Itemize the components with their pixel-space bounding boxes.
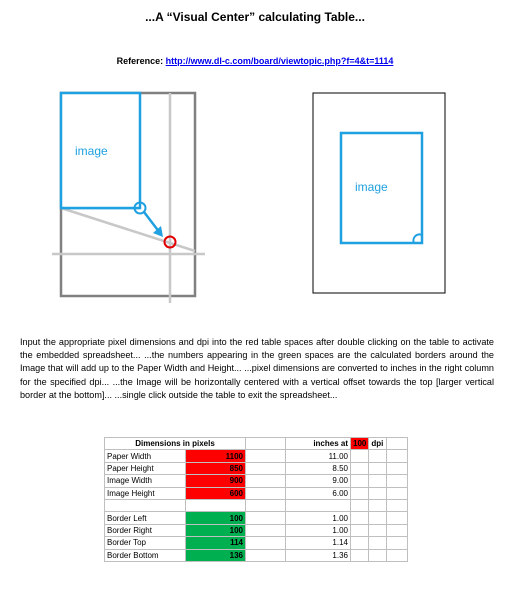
empty-cell[interactable] [387, 438, 408, 450]
empty-cell[interactable] [246, 438, 286, 450]
empty-cell[interactable] [387, 450, 408, 462]
pixel-input-cell[interactable]: 900 [186, 475, 246, 487]
empty-cell[interactable] [186, 499, 246, 511]
empty-cell[interactable] [246, 499, 286, 511]
inches-cell: 11.00 [286, 450, 351, 462]
empty-cell[interactable] [369, 549, 387, 561]
empty-cell[interactable] [369, 499, 387, 511]
pixel-input-cell[interactable]: 850 [186, 462, 246, 474]
header-dpi-label: dpi [369, 438, 387, 450]
header-dimensions: Dimensions in pixels [105, 438, 246, 450]
pixel-input-cell[interactable]: 600 [186, 487, 246, 499]
empty-cell[interactable] [369, 475, 387, 487]
table-row [105, 487, 408, 499]
table-row [105, 524, 408, 536]
empty-cell[interactable] [369, 487, 387, 499]
inches-cell: 1.36 [286, 549, 351, 561]
pixel-input-cell[interactable]: 1100 [186, 450, 246, 462]
inches-cell: 6.00 [286, 487, 351, 499]
row-label: Image Height [105, 487, 186, 499]
empty-cell[interactable] [246, 524, 286, 536]
row-label: Image Width [105, 475, 186, 487]
dpi-input-cell[interactable]: 100 [351, 438, 369, 450]
empty-cell[interactable] [387, 475, 408, 487]
table-row [105, 549, 408, 561]
inches-cell: 8.50 [286, 462, 351, 474]
empty-cell[interactable] [246, 549, 286, 561]
empty-cell[interactable] [105, 499, 186, 511]
header-inches-at: inches at [286, 438, 351, 450]
reference-link[interactable]: http://www.dl-c.com/board/viewtopic.php?f=4&t=1114 [165, 56, 394, 66]
left-diagram [52, 93, 205, 303]
table-row [105, 537, 408, 549]
empty-cell[interactable] [351, 512, 369, 524]
row-label: Border Bottom [105, 549, 186, 561]
table-spacer-row [105, 499, 408, 511]
empty-cell[interactable] [387, 524, 408, 536]
inches-cell: 9.00 [286, 475, 351, 487]
table-row [105, 475, 408, 487]
empty-cell[interactable] [286, 499, 351, 511]
table-row [105, 450, 408, 462]
empty-cell[interactable] [369, 462, 387, 474]
row-label: Border Left [105, 512, 186, 524]
empty-cell[interactable] [246, 487, 286, 499]
border-output-cell: 100 [186, 512, 246, 524]
empty-cell[interactable] [351, 462, 369, 474]
inches-cell: 1.14 [286, 537, 351, 549]
empty-cell[interactable] [369, 537, 387, 549]
corner-marker-arc [413, 234, 422, 243]
empty-cell[interactable] [387, 537, 408, 549]
empty-cell[interactable] [387, 462, 408, 474]
inches-cell: 1.00 [286, 512, 351, 524]
border-output-cell: 136 [186, 549, 246, 561]
empty-cell[interactable] [387, 512, 408, 524]
empty-cell[interactable] [246, 537, 286, 549]
empty-cell[interactable] [387, 499, 408, 511]
empty-cell[interactable] [351, 450, 369, 462]
row-label: Border Right [105, 524, 186, 536]
empty-cell[interactable] [246, 475, 286, 487]
empty-cell[interactable] [387, 549, 408, 561]
image-label: image [75, 144, 108, 158]
empty-cell[interactable] [351, 537, 369, 549]
instructions-paragraph: Input the appropriate pixel dimensions and dpi into the red table spaces after double clicking on the table to activate the embedded spreadsheet... ...the numbers appearing in the green spaces are the calculated borders around the Image that will add up to the Paper Width and Height... ...pixel dimensions are converted to inches in the right column for the specified dpi... ...the Image will be horizontally centered with a vertical offset towards the top [larger vertical border at the bottom]... ...single click outside the table to exit the spreadsheet... [20, 337, 494, 400]
visual-center-spreadsheet[interactable] [104, 437, 408, 562]
row-label: Border Top [105, 537, 186, 549]
row-label: Paper Width [105, 450, 186, 462]
empty-cell[interactable] [351, 487, 369, 499]
table-row [105, 512, 408, 524]
empty-cell[interactable] [369, 450, 387, 462]
reference-label: Reference: [116, 56, 164, 66]
inches-cell: 1.00 [286, 524, 351, 536]
empty-cell[interactable] [351, 524, 369, 536]
empty-cell[interactable] [387, 487, 408, 499]
empty-cell[interactable] [246, 450, 286, 462]
empty-cell[interactable] [351, 499, 369, 511]
table-header-row [105, 438, 408, 450]
empty-cell[interactable] [351, 549, 369, 561]
right-diagram [313, 93, 445, 293]
empty-cell[interactable] [369, 524, 387, 536]
empty-cell[interactable] [246, 462, 286, 474]
border-output-cell: 114 [186, 537, 246, 549]
table-row [105, 462, 408, 474]
empty-cell[interactable] [369, 512, 387, 524]
page-title: ...A “Visual Center” calculating Table... [145, 10, 365, 24]
empty-cell[interactable] [246, 512, 286, 524]
image-label: image [355, 180, 388, 194]
border-output-cell: 100 [186, 524, 246, 536]
row-label: Paper Height [105, 462, 186, 474]
empty-cell[interactable] [351, 475, 369, 487]
